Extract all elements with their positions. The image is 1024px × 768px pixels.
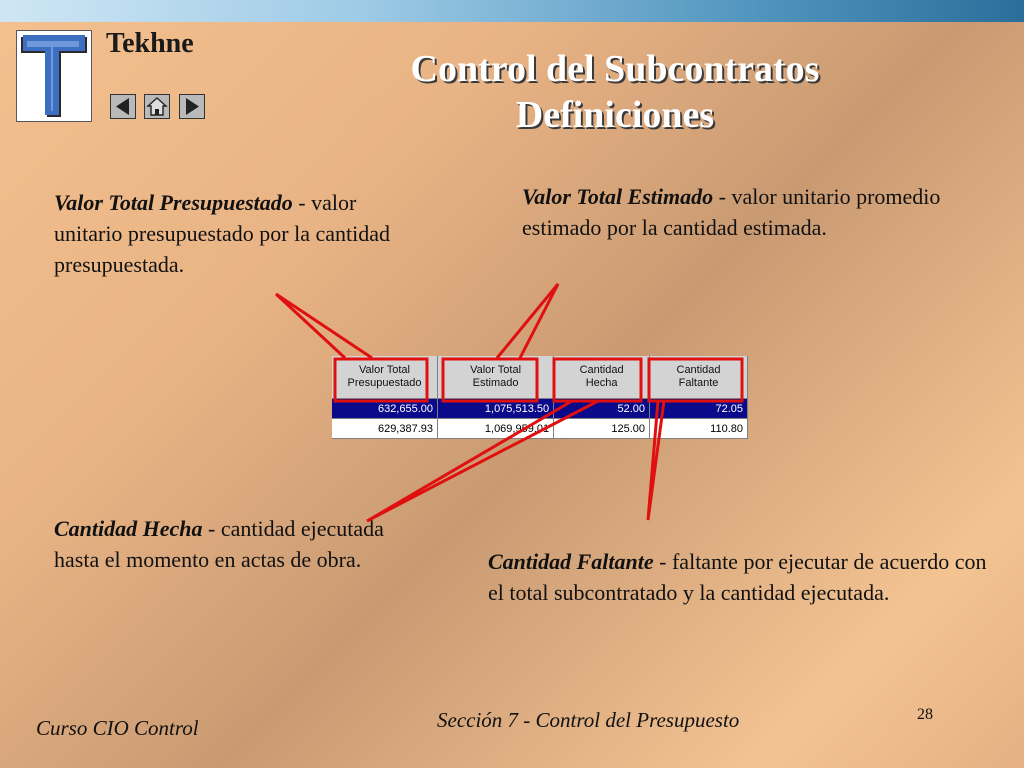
note-cantidad-faltante xyxy=(488,546,998,608)
header-line: Cantidad xyxy=(676,364,721,376)
table-cell[interactable]: 632,655.00 xyxy=(332,399,438,419)
column-header[interactable] xyxy=(438,356,554,399)
note-valor-presupuestado xyxy=(54,187,404,280)
table-cell[interactable]: 125.00 xyxy=(554,419,650,439)
note-term: Cantidad Faltante xyxy=(488,549,654,574)
note-separator: - xyxy=(292,190,312,215)
footer-section: Sección 7 - Control del Presupuesto xyxy=(437,708,740,732)
note-text: cantidad ejecutada hasta el momento en actas de obra. xyxy=(54,516,384,572)
note-separator: - xyxy=(713,184,732,209)
table-cell[interactable]: 1,075,513.50 xyxy=(438,399,554,419)
slide-title xyxy=(300,46,930,138)
title-line-1: Control del Subcontratos xyxy=(410,48,820,90)
header-line: Valor Total xyxy=(470,364,522,376)
column-header[interactable] xyxy=(650,356,748,399)
footer-course: Curso CIO Control xyxy=(36,716,199,740)
triangle-right-icon xyxy=(180,95,204,118)
note-cantidad-hecha xyxy=(54,513,424,575)
table-cell[interactable]: 72.05 xyxy=(650,399,748,419)
home-button[interactable] xyxy=(144,94,170,119)
triangle-left-icon xyxy=(111,95,135,118)
header-line: Estimado xyxy=(472,377,519,389)
column-header[interactable] xyxy=(332,356,438,399)
page-number: 28 xyxy=(917,706,933,723)
callout-pointer-presupuestado xyxy=(276,294,372,358)
header-line: Hecha xyxy=(585,377,618,389)
table-cell[interactable]: 1,069,959.01 xyxy=(438,419,554,439)
table-row[interactable] xyxy=(332,399,748,419)
table-cell[interactable]: 110.80 xyxy=(650,419,748,439)
tekhne-logo xyxy=(16,30,92,122)
note-text: faltante por ejecutar de acuerdo con el total subcontratado y la cantidad ejecutada. xyxy=(488,549,987,605)
table-row[interactable] xyxy=(332,419,748,439)
title-line-2: Definiciones xyxy=(515,94,715,136)
table-cell[interactable]: 629,387.93 xyxy=(332,419,438,439)
note-term: Valor Total Estimado xyxy=(522,184,714,209)
table-header-row xyxy=(332,356,748,399)
note-separator: - xyxy=(202,516,221,541)
note-separator: - xyxy=(653,549,672,574)
subcontract-table xyxy=(332,356,748,439)
house-icon xyxy=(145,95,169,118)
header-line: Valor Total xyxy=(359,364,410,376)
note-text: valor unitario promedio estimado por la cantidad estimada. xyxy=(522,184,941,240)
note-term: Valor Total Presupuestado xyxy=(54,190,293,215)
header-line: Faltante xyxy=(678,377,719,389)
column-header[interactable] xyxy=(554,356,650,399)
table-cell[interactable]: 52.00 xyxy=(554,399,650,419)
header-line: Cantidad xyxy=(579,364,624,376)
brand-name: Tekhne xyxy=(106,28,194,59)
note-text: valor unitario presupuestado por la cantidad presupuestada. xyxy=(54,190,391,277)
note-valor-estimado xyxy=(522,181,962,243)
previous-slide-button[interactable] xyxy=(110,94,136,119)
next-slide-button[interactable] xyxy=(179,94,205,119)
header-line: Presupuestado xyxy=(347,377,422,389)
top-banner xyxy=(0,0,1024,22)
note-term: Cantidad Hecha xyxy=(54,516,203,541)
callout-pointer-estimado xyxy=(497,284,558,358)
